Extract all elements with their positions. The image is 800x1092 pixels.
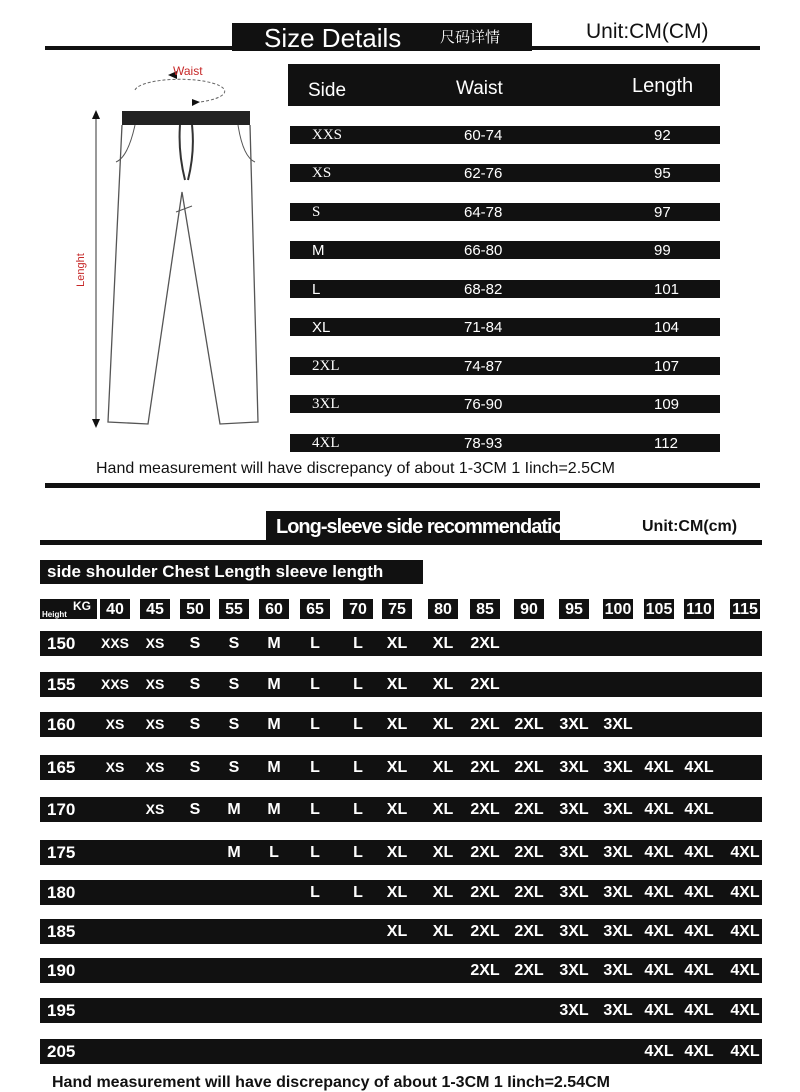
length-cell: 101 [654,281,680,298]
height-row [40,880,762,905]
columns-label-bar [40,560,423,584]
header-length: Length [632,75,694,97]
height-row [40,797,762,822]
size-recommendation-cell: L [353,759,363,776]
height-cell: 160 [47,715,76,734]
size-recommendation-cell: 4XL [684,1043,714,1060]
size-recommendation-cell: 2XL [470,844,500,861]
size-recommendation-cell: XXS [100,676,130,692]
size-recommendation-cell: XL [432,635,454,652]
size-recommendation-cell: 3XL [559,716,589,733]
size-recommendation-cell: XL [432,716,454,733]
size-recommendation-cell: XL [386,923,408,940]
height-cell: 175 [47,843,76,862]
size-row [290,203,720,221]
size-recommendation-cell: S [228,759,240,776]
waist-cell: 60-74 [464,127,503,144]
size-row [290,280,720,298]
length-cell: 104 [654,319,680,336]
length-cell: 109 [654,396,680,413]
size-recommendation-cell: XL [432,884,454,901]
height-cell: 170 [47,800,76,819]
size-recommendation-cell: 2XL [514,923,544,940]
size-cell: S [312,204,321,220]
weight-header-cell: 110 [684,599,714,619]
size-details-title-cn: 尺码详情 [440,29,501,46]
size-recommendation-cell: 4XL [684,801,714,818]
size-recommendation-cell: S [228,716,240,733]
height-row [40,1039,762,1064]
size-recommendation-cell: 2XL [470,716,500,733]
size-recommendation-cell: 3XL [603,759,633,776]
height-cell: 150 [47,634,76,653]
measurement-note: Hand measurement will have discrepancy of about 1-3CM 1 Iinch=2.5CM [96,460,615,477]
size-recommendation-cell: XL [432,759,454,776]
size-recommendation-cell: S [228,676,240,693]
size-recommendation-cell: 4XL [684,962,714,979]
waist-cell: 71-84 [464,319,503,336]
size-cell: 3XL [312,396,340,412]
size-recommendation-cell: 3XL [603,844,633,861]
size-recommendation-cell: L [310,759,320,776]
size-recommendation-cell: M [267,801,281,818]
size-cell: 4XL [312,435,340,451]
size-recommendation-cell: 4XL [684,1002,714,1019]
size-recommendation-cell: XL [386,884,408,901]
size-recommendation-cell: 2XL [470,962,500,979]
size-table-header [288,64,720,106]
length-cell: 112 [654,435,678,452]
height-row [40,672,762,697]
height-row [40,919,762,944]
header-side: Side [308,80,347,101]
weight-header-cell: 115 [730,599,760,619]
size-recommendation-cell: M [267,759,281,776]
weight-header-cell: 65 [300,599,330,619]
size-row [290,318,720,336]
size-cell: M [312,242,325,259]
size-row [290,164,720,182]
length-cell: 97 [654,204,671,221]
size-recommendation-cell: XL [432,801,454,818]
size-recommendation-cell: 3XL [603,962,633,979]
size-recommendation-cell: XS [145,716,165,732]
height-row [40,712,762,737]
size-row [290,434,720,452]
size-recommendation-cell: XS [105,759,125,775]
size-recommendation-cell: 3XL [559,801,589,818]
size-recommendation-cell: L [310,716,320,733]
size-cell: XS [312,165,332,181]
length-cell: 107 [654,358,680,375]
size-recommendation-cell: 3XL [559,962,589,979]
weight-header-cell: 100 [604,601,632,618]
length-cell: 92 [654,127,671,144]
header-waist: Waist [456,78,503,99]
size-recommendation-cell: XL [432,844,454,861]
size-recommendation-cell: XL [386,716,408,733]
size-recommendation-cell: XS [145,801,165,817]
size-recommendation-cell: 2XL [514,716,544,733]
weight-header-cell: 80 [428,599,458,619]
size-recommendation-cell: L [353,635,363,652]
size-recommendation-cell: 4XL [730,1002,760,1019]
size-recommendation-cell: XL [386,844,408,861]
size-recommendation-cell: S [189,759,201,776]
size-recommendation-cell: L [269,844,279,861]
size-recommendation-cell: 4XL [730,962,760,979]
size-recommendation-cell: XL [386,676,408,693]
height-cell: 180 [47,883,76,902]
weight-header-cell: 75 [382,599,412,619]
size-recommendation-cell: M [267,716,281,733]
size-recommendation-cell: XS [105,716,125,732]
size-recommendation-cell: XL [432,676,454,693]
size-recommendation-cell: 2XL [470,676,500,693]
size-recommendation-cell: 4XL [730,884,760,901]
waist-cell: 74-87 [464,358,503,375]
size-recommendation-cell: 3XL [603,884,633,901]
columns-label: side shoulder Chest Length sleeve length [47,562,384,581]
size-recommendation-cell: L [353,844,363,861]
size-recommendation-cell: S [189,676,201,693]
height-cell: 155 [47,675,76,694]
size-details-title-en: Size Details [264,23,402,53]
size-recommendation-cell: XS [145,759,165,775]
weight-header-cell: 40 [100,599,130,619]
size-cell: L [312,281,321,298]
weight-header-cell: 70 [343,599,373,619]
size-row [290,357,720,375]
size-recommendation-cell: M [267,635,281,652]
size-row [290,126,720,144]
height-cell: 205 [47,1042,76,1061]
size-row [290,241,720,259]
size-recommendation-cell: L [353,676,363,693]
size-recommendation-cell: 2XL [514,759,544,776]
length-label: Lenght [74,253,87,287]
recommendation-title [266,511,609,544]
size-recommendation-cell: S [189,635,201,652]
size-recommendation-cell: 2XL [514,884,544,901]
size-recommendation-cell: 4XL [730,844,760,861]
height-kg-corner [40,599,97,619]
pants-diagram [80,62,280,442]
kg-label: KG [73,599,91,613]
size-recommendation-cell: L [310,676,320,693]
size-recommendation-cell: 4XL [644,962,674,979]
size-recommendation-cell: S [189,801,201,818]
length-cell: 95 [654,165,671,182]
size-details-title [232,23,532,51]
size-recommendation-cell: XL [386,759,408,776]
size-recommendation-cell: 2XL [470,801,500,818]
weight-header-cell: 95 [559,599,589,619]
waist-cell: 68-82 [464,281,503,298]
length-cell: 99 [654,242,671,259]
size-recommendation-cell: 2XL [514,801,544,818]
size-recommendation-cell: M [267,676,281,693]
height-row [40,958,762,983]
size-recommendation-cell: 4XL [644,884,674,901]
size-recommendation-cell: 3XL [559,884,589,901]
size-unit: Unit:CM(CM) [586,20,709,43]
size-recommendation-cell: XL [432,923,454,940]
size-row [290,395,720,413]
size-recommendation-cell: S [189,716,201,733]
size-recommendation-cell: 4XL [644,844,674,861]
size-recommendation-cell: 2XL [470,884,500,901]
weight-header-cell: 45 [140,599,170,619]
waist-cell: 66-80 [464,242,503,259]
size-recommendation-cell: 4XL [644,801,674,818]
height-label: Height [42,610,67,619]
height-row [40,631,762,656]
size-recommendation-cell: 4XL [730,923,760,940]
size-recommendation-cell: 4XL [644,923,674,940]
size-recommendation-cell: 3XL [559,844,589,861]
waist-cell: 78-93 [464,435,503,452]
weight-header-cell: 90 [514,599,544,619]
size-recommendation-cell: 2XL [514,962,544,979]
size-recommendation-cell: L [353,716,363,733]
height-cell: 185 [47,922,76,941]
size-recommendation-cell: XXS [100,635,130,651]
weight-header-cell: 60 [259,599,289,619]
waist-cell: 76-90 [464,396,503,413]
size-recommendation-cell: L [353,801,363,818]
waist-cell: 64-78 [464,204,503,221]
size-recommendation-cell: 3XL [603,1002,633,1019]
recommendation-note: Hand measurement will have discrepancy of about 1-3CM 1 Iinch=2.54CM [52,1074,610,1091]
size-recommendation-cell: 4XL [644,759,674,776]
size-recommendation-cell: 4XL [684,884,714,901]
size-cell: XL [312,319,331,336]
size-recommendation-cell: 3XL [603,716,633,733]
size-cell: XXS [312,127,343,143]
size-recommendation-cell: L [310,635,320,652]
weight-header-cell: 85 [470,599,500,619]
size-recommendation-cell: 3XL [559,759,589,776]
size-recommendation-cell: 2XL [470,923,500,940]
height-cell: 195 [47,1001,76,1020]
height-cell: 165 [47,758,76,777]
size-recommendation-cell: 4XL [644,1043,674,1060]
recommendation-unit: Unit:CM(cm) [642,518,738,535]
size-recommendation-cell: L [310,884,320,901]
size-recommendation-cell: XL [386,801,408,818]
size-recommendation-cell: 4XL [730,1043,760,1060]
size-recommendation-cell: 3XL [559,923,589,940]
height-row [40,840,762,865]
weight-header-cell: 105 [645,601,673,618]
size-recommendation-cell: 4XL [684,923,714,940]
size-recommendation-cell: 4XL [684,844,714,861]
size-recommendation-cell: 4XL [644,1002,674,1019]
height-row [40,755,762,780]
waist-label: Waist [173,64,203,78]
size-cell: 2XL [312,358,340,374]
weight-header-cell: 50 [180,599,210,619]
size-recommendation-cell: M [227,844,241,861]
recommendation-title-text: Long-sleeve side recommendation tale [276,516,609,538]
mid-rule [45,483,760,488]
size-recommendation-cell: 2XL [470,635,500,652]
size-recommendation-cell: M [227,801,241,818]
size-recommendation-cell: XL [386,635,408,652]
size-recommendation-cell: 3XL [603,801,633,818]
waist-cell: 62-76 [464,165,503,182]
size-recommendation-cell: 3XL [559,1002,589,1019]
size-recommendation-cell: 3XL [603,923,633,940]
size-recommendation-cell: L [353,884,363,901]
height-row [40,998,762,1023]
size-recommendation-cell: L [310,844,320,861]
height-cell: 190 [47,961,76,980]
size-recommendation-cell: L [310,801,320,818]
size-recommendation-cell: 2XL [514,844,544,861]
size-recommendation-cell: 4XL [684,759,714,776]
size-recommendation-cell: 2XL [470,759,500,776]
size-recommendation-cell: XS [145,635,165,651]
weight-header-cell: 55 [219,599,249,619]
size-recommendation-cell: XS [145,676,165,692]
size-recommendation-cell: S [228,635,240,652]
